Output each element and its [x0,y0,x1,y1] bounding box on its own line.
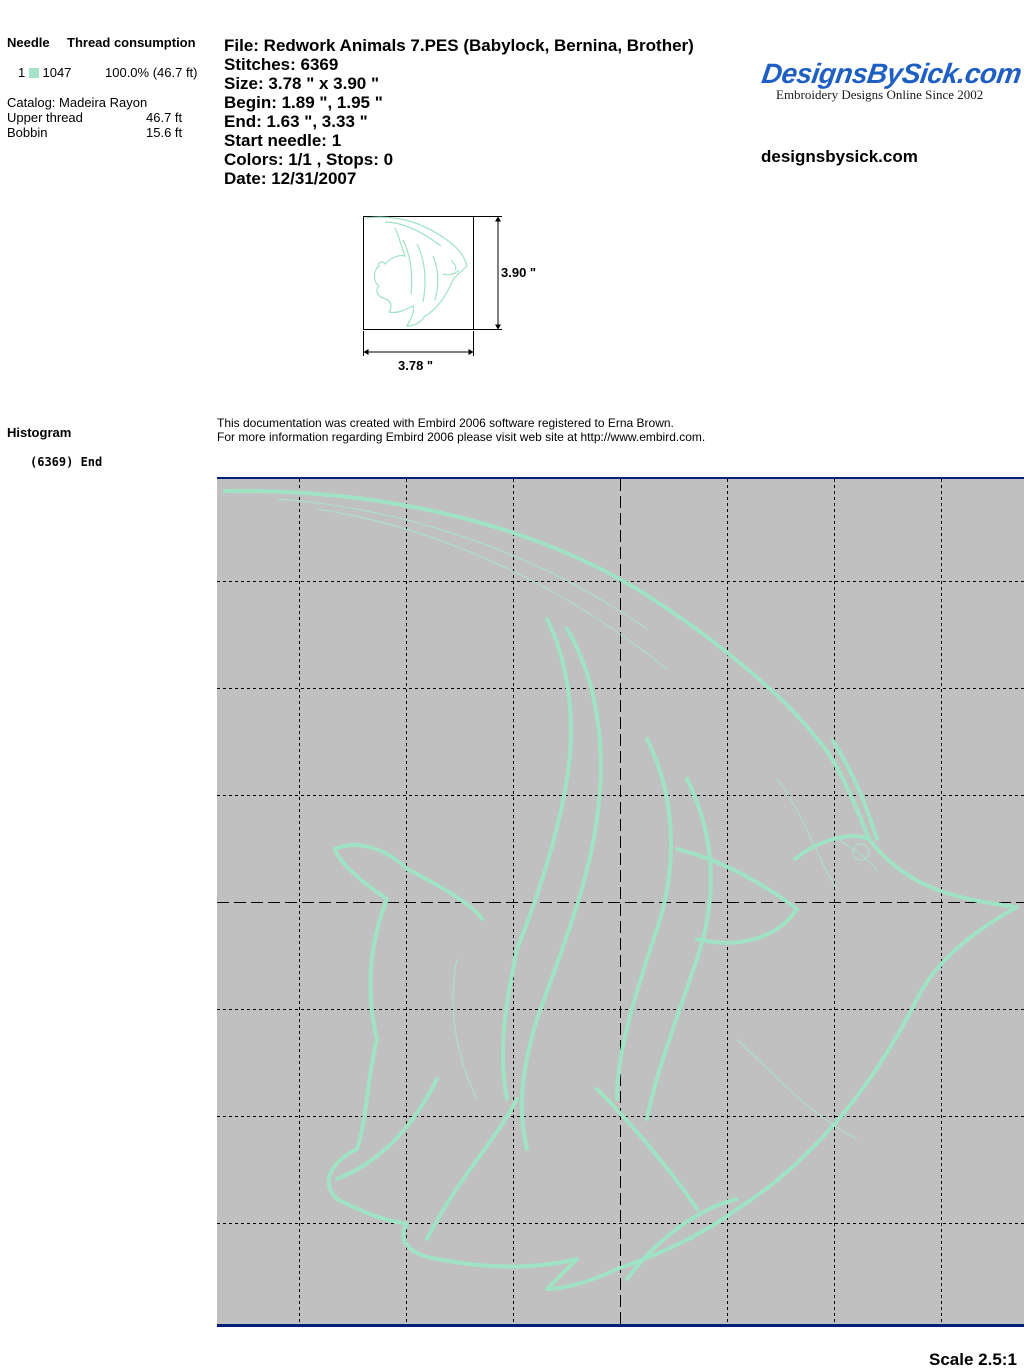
brand-tagline: Embroidery Designs Online Since 2002 [776,87,984,102]
thread-percent: 100.0% (46.7 ft) [105,65,198,80]
design-date: Date: 12/31/2007 [224,169,357,188]
brand-url: designsbysick.com [761,147,918,166]
histogram-entry: (6369) End [30,455,103,469]
end-position: End: 1.63 ", 3.33 " [224,112,368,131]
scale-label: Scale 2.5:1 [929,1350,1017,1369]
canvas-bottom-border [217,1324,1024,1327]
thread-row [18,65,71,80]
design-preview [355,210,555,380]
upper-thread-value: 46.7 ft [146,110,183,125]
upper-thread-label: Upper thread [7,110,83,125]
width-dimension-label: 3.78 " [398,358,434,373]
design-size: Size: 3.78 " x 3.90 " [224,74,380,93]
software-notice-line-2: For more information regarding Embird 2006 please visit web site at http://www.embird.com. [217,430,706,444]
height-dimension-label: 3.90 " [501,265,537,280]
canvas-grid [217,479,1024,1326]
catalog-label: Catalog: Madeira Rayon [7,95,148,110]
brand-logo [759,58,1024,90]
start-needle: Start needle: 1 [224,131,342,150]
histogram-title: Histogram [7,425,72,440]
thread-consumption-header: Thread consumption [67,35,196,50]
needle-column-header: Needle [7,35,50,50]
bobbin-value: 15.6 ft [146,125,183,140]
fish-fill-strokes [277,499,877,1139]
thread-color-swatch [29,68,39,78]
thread-code: 1047 [42,65,72,80]
file-name: File: Redwork Animals 7.PES (Babylock, Bernina, Brother) [224,36,694,55]
needle-number: 1 [18,65,26,80]
software-notice-line-1: This documentation was created with Embird 2006 software registered to Erna Brown. [217,416,674,430]
design-canvas [217,479,1024,1326]
colors-stops: Colors: 1/1 , Stops: 0 [224,150,394,169]
begin-position: Begin: 1.89 ", 1.95 " [224,93,383,112]
stitch-count: Stitches: 6369 [224,55,339,74]
brand-logo-text: DesignsBySick.com [759,58,1024,89]
bobbin-label: Bobbin [7,125,48,140]
